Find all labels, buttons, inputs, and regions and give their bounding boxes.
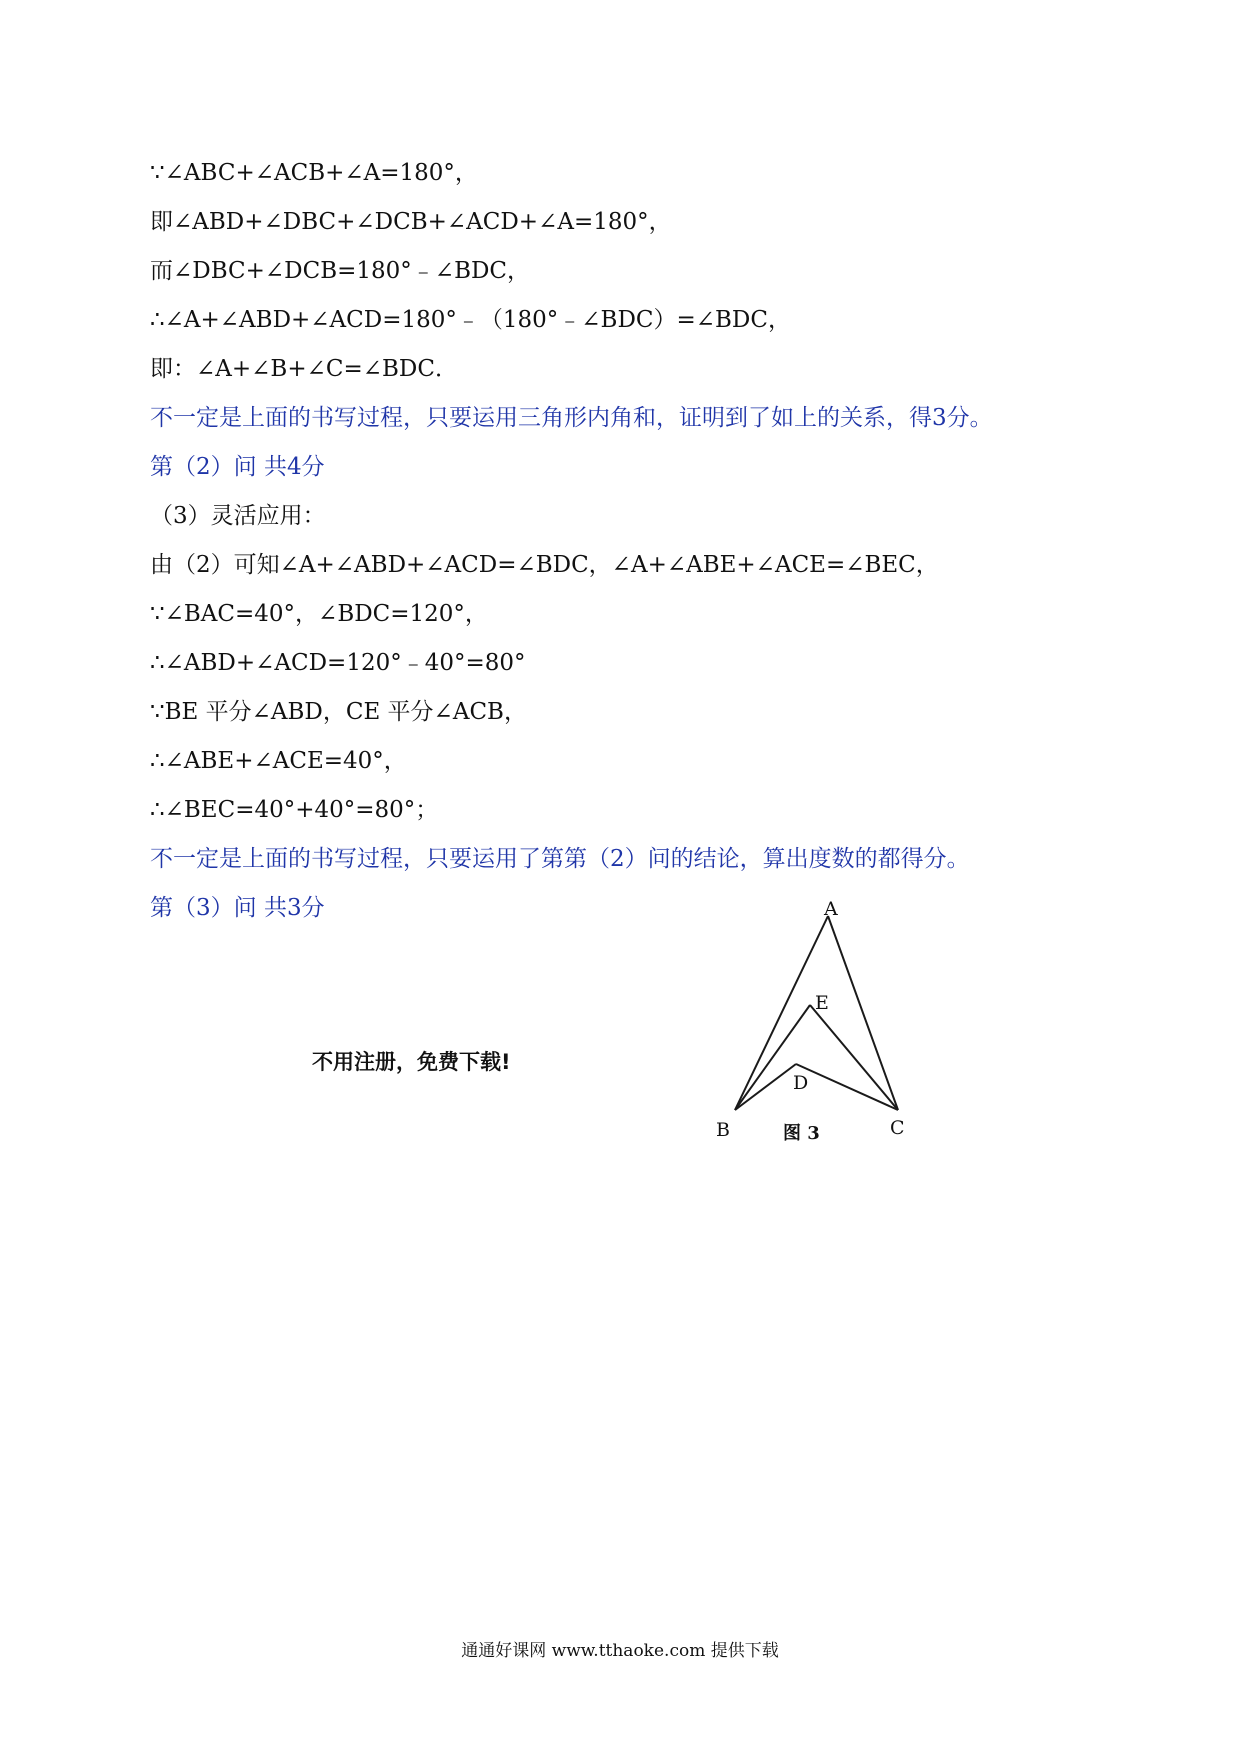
part-3-line-5: ∴∠ABE+∠ACE=40°， <box>150 748 407 774</box>
geometry-figure <box>700 880 930 1160</box>
proof-line-1: ∵∠ABC+∠ACB+∠A=180°， <box>150 160 478 186</box>
label-d: D <box>793 1072 809 1094</box>
part-3-line-1: 由（2）可知∠A+∠ABD+∠ACD=∠BDC，∠A+∠ABE+∠ACE=∠BEC， <box>150 552 939 578</box>
label-e: E <box>815 992 829 1014</box>
proof-line-3: 而∠DBC+∠DCB=180°﹣∠BDC， <box>150 258 531 284</box>
label-c: C <box>890 1117 905 1139</box>
grading-note-1: 不一定是上面的书写过程，只要运用三角形内角和，证明到了如上的关系，得3分。 <box>150 405 993 431</box>
page-footer: 通通好课网 www.tthaoke.com 提供下载 <box>461 1641 779 1661</box>
part-3-line-4: ∵BE 平分∠ABD，CE 平分∠ACB， <box>150 699 527 725</box>
label-a: A <box>824 898 838 920</box>
proof-line-5: 即：∠A+∠B+∠C=∠BDC． <box>150 356 458 382</box>
download-notice: 不用注册，免费下载! <box>312 1050 511 1074</box>
score-part-3: 第（3）问 共3分 <box>150 895 325 921</box>
figure-caption: 图 3 <box>783 1123 820 1144</box>
segment-dc <box>796 1064 898 1110</box>
segment-ac <box>828 916 898 1110</box>
segment-ec <box>810 1005 898 1110</box>
part-3-line-3: ∴∠ABD+∠ACD=120°﹣40°=80° <box>150 650 526 676</box>
part-3-heading: （3）灵活应用： <box>150 503 326 529</box>
label-b: B <box>716 1119 730 1141</box>
proof-line-4: ∴∠A+∠ABD+∠ACD=180°﹣（180°﹣∠BDC）=∠BDC， <box>150 307 791 333</box>
part-3-line-6: ∴∠BEC=40°+40°=80°； <box>150 797 439 823</box>
segment-bd <box>735 1064 796 1110</box>
segment-be <box>735 1005 810 1110</box>
part-3-line-2: ∵∠BAC=40°，∠BDC=120°， <box>150 601 488 627</box>
proof-line-2: 即∠ABD+∠DBC+∠DCB+∠ACD+∠A=180°， <box>150 209 672 235</box>
score-part-2: 第（2）问 共4分 <box>150 454 325 480</box>
grading-note-2: 不一定是上面的书写过程，只要运用了第第（2）问的结论，算出度数的都得分。 <box>150 846 970 872</box>
